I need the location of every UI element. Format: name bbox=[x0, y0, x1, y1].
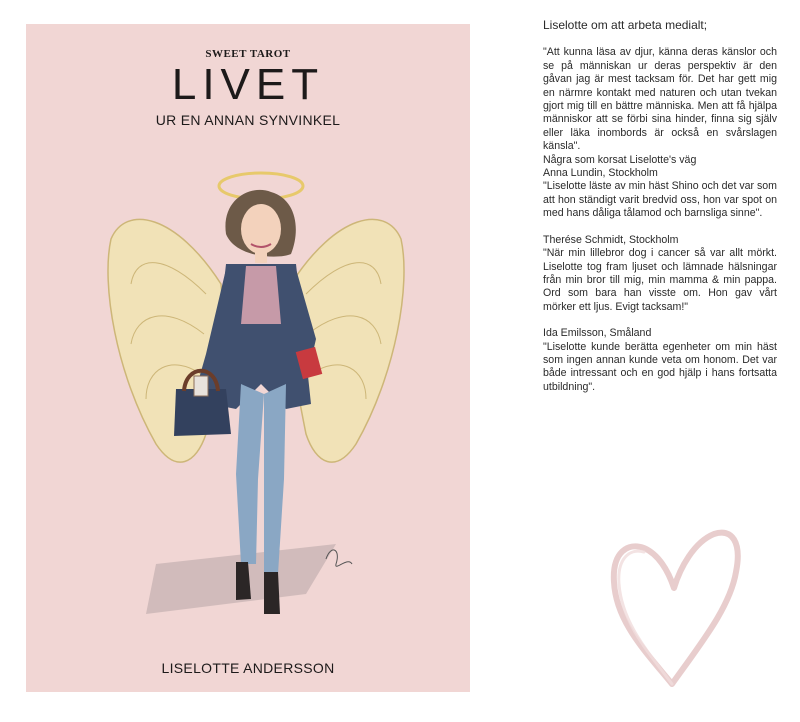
publisher-name: SWEET TAROT bbox=[205, 48, 291, 60]
article-heading: Liselotte om att arbeta medialt; bbox=[543, 18, 708, 32]
testimonial-author: Therése Schmidt, Stockholm bbox=[543, 233, 679, 246]
book-cover bbox=[26, 24, 470, 692]
testimonial-item bbox=[543, 327, 777, 394]
testimonial-text: "Liselotte läste av min häst Shino och det var som att hon ständigt varit bredvid oss, hon var spot on med hans dåliga tålamod och barnsliga sinne". bbox=[543, 180, 777, 220]
testimonial-item bbox=[543, 167, 777, 221]
testimonials-title: Några som korsat Liselotte's väg bbox=[543, 153, 697, 166]
testimonial-text: "Liselotte kunde berätta egenheter om min häst som ingen annan kunde veta om honom. Det var både intressant och en god hjälp i hans fortsatta utbildning". bbox=[543, 340, 777, 393]
book-subtitle: UR EN ANNAN SYNVINKEL bbox=[155, 112, 341, 128]
book-title: LIVET bbox=[171, 60, 325, 109]
angel-woman-illustration bbox=[86, 144, 426, 654]
testimonial-author: Ida Emilsson, Småland bbox=[543, 327, 652, 340]
testimonial-author: Anna Lundin, Stockholm bbox=[543, 167, 658, 180]
testimonial-item bbox=[543, 234, 777, 314]
article-quote: "Att kunna läsa av djur, känna deras känslor och se på människan ur deras perspektiv är den gåvan jag är mest tacksam för. Det har gett mig en närmre kontakt med naturen och utan tvekan gjort mig till en bättre människa. Men att få hjälpa människor att se förbi sina hinder, finna sig själv eller läka inombords är också en svårslagen känsla". bbox=[543, 46, 777, 153]
author-name: LISELOTTE ANDERSSON bbox=[161, 660, 335, 676]
heart-icon bbox=[606, 512, 748, 694]
testimonial-text: "När min lillebror dog i cancer så var allt mörkt. Liselotte tog fram ljuset och lämnade hälsningar från min bror till mig, min mamma & min pappa. Ord som bara han visste om. Hon gav vårt mörker ett ljus. Evigt tacksam!" bbox=[543, 247, 777, 313]
article-column bbox=[543, 19, 777, 407]
